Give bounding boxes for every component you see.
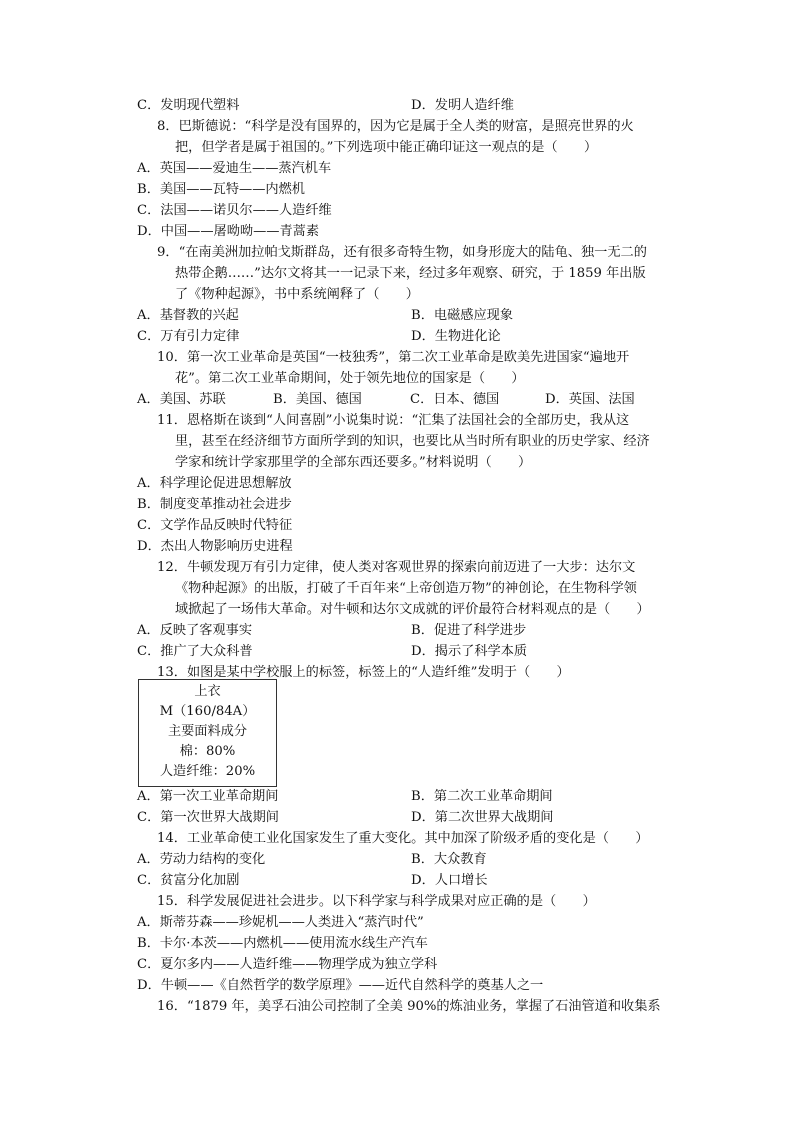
q7-option-c: C．发明现代塑料 xyxy=(137,98,240,113)
q10-stem-line-2: 花”。第二次工业革命期间，处于领先地位的国家是（ ） xyxy=(175,371,525,386)
q14-option-c: C．贫富分化加剧 xyxy=(137,873,240,888)
q14-option-d: D．人口增长 xyxy=(411,873,488,888)
q13-option-a: A．第一次工业革命期间 xyxy=(137,789,279,804)
q15-option-c: C．夏尔多内——人造纤维——物理学成为独立学科 xyxy=(137,957,438,972)
q8-stem-line-1: 8．巴斯德说：“科学是没有国界的，因为它是属于全人类的财富，是照亮世界的火 xyxy=(157,119,634,134)
q15-option-b: B．卡尔·本茨——内燃机——使用流水线生产汽车 xyxy=(137,936,428,951)
label-fabric-heading: 主要面料成分 xyxy=(167,724,248,739)
q14-option-a: A．劳动力结构的变化 xyxy=(137,852,266,867)
label-garment-type: 上衣 xyxy=(194,684,221,699)
label-cotton-share: 棉：80% xyxy=(179,744,236,759)
q12-stem-line-1: 12．牛顿发现万有引力定律，使人类对客观世界的探索向前迈进了一大步：达尔文 xyxy=(157,560,636,575)
q8-stem-line-2: 把，但学者是属于祖国的。”下列选项中能正确印证这一观点的是（ ） xyxy=(175,140,598,155)
q8-option-d: D．中国——屠呦呦——青蒿素 xyxy=(137,224,320,239)
q11-option-a: A．科学理论促进思想解放 xyxy=(137,476,292,491)
q16-stem-line-1: 16．“1879 年，美孚石油公司控制了全美 90%的炼油业务，掌握了石油管道和收集系 xyxy=(157,999,661,1014)
q12-stem-line-3: 域掀起了一场伟大革命。对牛顿和达尔文成就的评价最符合材料观点的是（ ） xyxy=(175,602,650,617)
q11-stem-line-1: 11．恩格斯在谈到“人间喜剧”小说集时说：“汇集了法国社会的全部历史，我从这 xyxy=(157,413,630,428)
q10-option-b: B．美国、德国 xyxy=(273,392,362,407)
q11-stem-line-3: 学家和统计学家那里学的全部东西还要多。”材料说明（ ） xyxy=(175,455,532,470)
q12-option-c: C．推广了大众科普 xyxy=(137,644,253,659)
q10-stem-line-1: 10．第一次工业革命是英国“一枝独秀”，第二次工业革命是欧美先进国家“遍地开 xyxy=(157,350,630,365)
q9-stem-line-2: 热带企鹅……”达尔文将其一一记录下来，经过多年观察、研究，于 1859 年出版 xyxy=(175,266,646,281)
q9-option-b: B．电磁感应现象 xyxy=(411,308,514,323)
q10-option-d: D．英国、法国 xyxy=(545,392,635,407)
q15-stem-line-1: 15．科学发展促进社会进步。以下科学家与科学成果对应正确的是（ ） xyxy=(157,894,596,909)
q10-option-a: A．美国、苏联 xyxy=(137,392,226,407)
q9-stem-line-1: 9．“在南美洲加拉帕戈斯群岛，还有很多奇特生物，如身形庞大的陆龟、独一无二的 xyxy=(157,245,647,260)
q13-option-c: C．第一次世界大战期间 xyxy=(137,810,279,825)
q9-option-d: D．生物进化论 xyxy=(411,329,501,344)
q8-option-c: C．法国——诺贝尔——人造纤维 xyxy=(137,203,332,218)
q8-option-a: A．英国——爱迪生——蒸汽机车 xyxy=(137,161,332,176)
q9-option-a: A．基督教的兴起 xyxy=(137,308,239,323)
q11-option-c: C．文学作品反映时代特征 xyxy=(137,518,293,533)
clothing-label-box xyxy=(138,679,277,787)
q13-stem-line-1: 13．如图是某中学校服上的标签，标签上的“人造纤维”发明于（ ） xyxy=(157,665,570,680)
q15-option-a: A．斯蒂芬森——珍妮机——人类进入“蒸汽时代” xyxy=(137,915,424,930)
q14-option-b: B．大众教育 xyxy=(411,852,487,867)
q13-option-d: D．第二次世界大战期间 xyxy=(411,810,554,825)
q10-option-c: C．日本、德国 xyxy=(410,392,500,407)
label-fiber-share: 人造纤维：20% xyxy=(159,764,256,779)
q15-option-d: D．牛顿——《自然哲学的数学原理》——近代自然科学的奠基人之一 xyxy=(137,978,544,993)
q7-option-d: D．发明人造纤维 xyxy=(411,98,514,113)
q12-option-a: A．反映了客观事实 xyxy=(137,623,253,638)
q11-stem-line-2: 里，甚至在经济细节方面所学到的知识，也要比从当时所有职业的历史学家、经济 xyxy=(175,434,650,449)
q13-option-b: B．第二次工业革命期间 xyxy=(411,789,553,804)
q8-option-b: B．美国——瓦特——内燃机 xyxy=(137,182,305,197)
q12-option-d: D．揭示了科学本质 xyxy=(411,644,528,659)
q14-stem-line-1: 14．工业革命使工业化国家发生了重大变化。其中加深了阶级矛盾的变化是（ ） xyxy=(157,831,649,846)
q11-option-d: D．杰出人物影响历史进程 xyxy=(137,539,293,554)
q11-option-b: B．制度变革推动社会进步 xyxy=(137,497,292,512)
q12-option-b: B．促进了科学进步 xyxy=(411,623,527,638)
q9-option-c: C．万有引力定律 xyxy=(137,329,240,344)
q12-stem-line-2: 《物种起源》的出版，打破了千百年来“上帝创造万物”的神创论，在生物科学领 xyxy=(175,581,637,596)
q9-stem-line-3: 了《物种起源》，书中系统阐释了（ ） xyxy=(175,287,419,302)
label-size: M（160/84A） xyxy=(159,704,256,719)
